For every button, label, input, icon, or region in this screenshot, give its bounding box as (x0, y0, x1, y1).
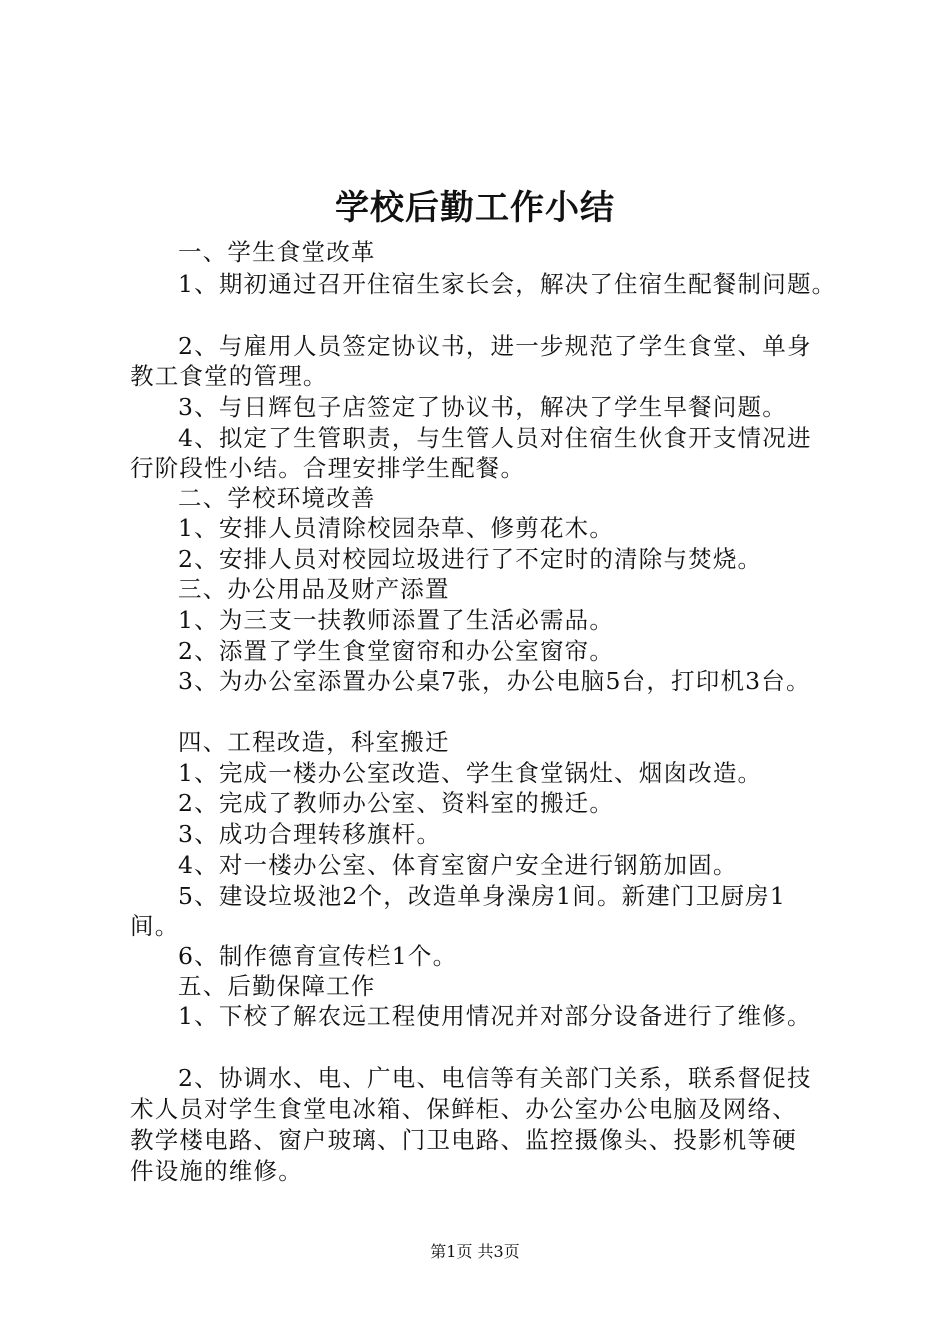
section-heading: 二、学校环境改善 (178, 484, 376, 512)
paragraph-line: 4、对一楼办公室、体育室窗户安全进行钢筋加固。 (178, 851, 738, 879)
paragraph-line: 2、与雇用人员签定协议书，进一步规范了学生食堂、单身 (178, 332, 812, 360)
paragraph-line: 教学楼电路、窗户玻璃、门卫电路、监控摄像头、投影机等硬 (130, 1126, 797, 1154)
paragraph-line: 术人员对学生食堂电冰箱、保鲜柜、办公室办公电脑及网络、 (130, 1095, 797, 1123)
paragraph-line: 1、期初通过召开住宿生家长会，解决了住宿生配餐制问题。 (178, 270, 837, 298)
paragraph-line: 行阶段性小结。合理安排学生配餐。 (130, 454, 526, 482)
section-heading: 五、后勤保障工作 (178, 972, 376, 1000)
page-footer: 第1页 共3页 (430, 1242, 520, 1261)
paragraph-line: 1、安排人员清除校园杂草、修剪花木。 (178, 514, 615, 542)
paragraph-line: 教工食堂的管理。 (130, 362, 328, 390)
document-title: 学校后勤工作小结 (335, 188, 615, 228)
paragraph-line: 2、完成了教师办公室、资料室的搬迁。 (178, 789, 615, 817)
section-heading: 四、工程改造，科室搬迁 (178, 728, 450, 756)
paragraph-line: 6、制作德育宣传栏1个。 (178, 942, 458, 970)
paragraph-line: 3、为办公室添置办公桌7张，办公电脑5台，打印机3台。 (178, 667, 811, 695)
section-heading: 一、学生食堂改革 (178, 238, 376, 266)
paragraph-line: 2、协调水、电、广电、电信等有关部门关系，联系督促技 (178, 1064, 812, 1092)
section-heading: 三、办公用品及财产添置 (178, 575, 450, 603)
paragraph-line: 2、安排人员对校园垃圾进行了不定时的清除与焚烧。 (178, 545, 763, 573)
paragraph-line: 1、完成一楼办公室改造、学生食堂锅灶、烟囱改造。 (178, 759, 763, 787)
paragraph-line: 件设施的维修。 (130, 1157, 303, 1185)
paragraph-line: 3、成功合理转移旗杆。 (178, 820, 442, 848)
paragraph-line: 2、添置了学生食堂窗帘和办公室窗帘。 (178, 637, 615, 665)
paragraph-line: 4、拟定了生管职责，与生管人员对住宿生伙食开支情况进 (178, 424, 812, 452)
paragraph-line: 1、下校了解农远工程使用情况并对部分设备进行了维修。 (178, 1002, 812, 1030)
paragraph-line: 5、建设垃圾池2个，改造单身澡房1间。新建门卫厨房1 (178, 882, 787, 910)
paragraph-line: 间。 (130, 912, 180, 940)
paragraph-line: 1、为三支一扶教师添置了生活必需品。 (178, 606, 615, 634)
paragraph-line: 3、与日辉包子店签定了协议书，解决了学生早餐问题。 (178, 393, 787, 421)
